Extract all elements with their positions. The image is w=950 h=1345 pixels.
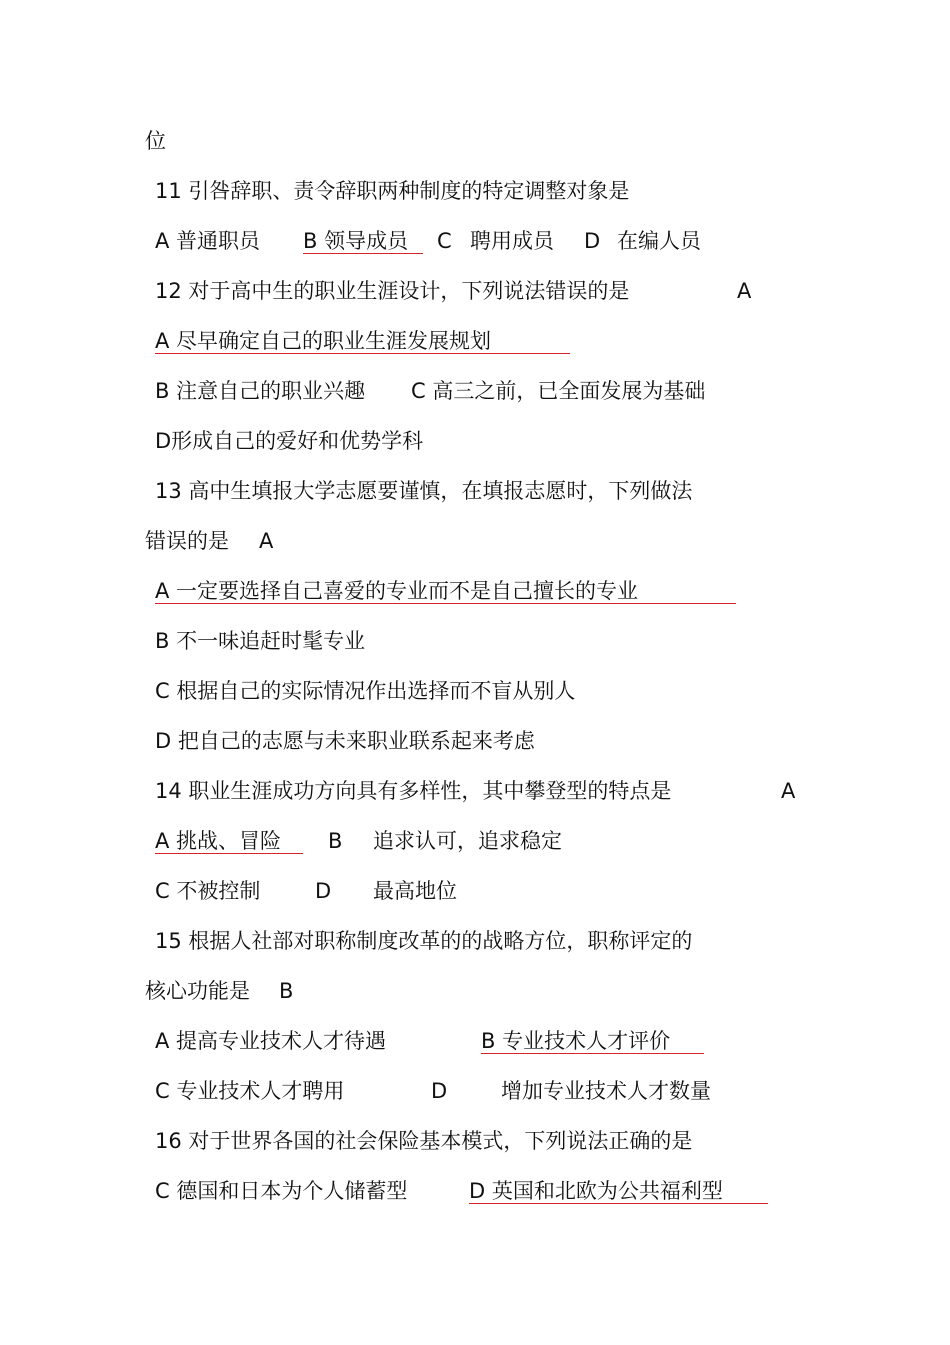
- option-d: 增加专业技术人才数量: [501, 1079, 711, 1103]
- question-16: 16 对于世界各国的社会保险基本模式，下列说法正确的是: [155, 1129, 693, 1153]
- option-d-letter: D: [315, 879, 332, 903]
- option-b: B 不一味追赶时髦专业: [155, 629, 366, 653]
- option-d: D形成自己的爱好和优势学科: [155, 429, 424, 453]
- option-c: C 根据自己的实际情况作出选择而不盲从别人: [155, 679, 576, 703]
- option-b: B 注意自己的职业兴趣: [155, 379, 366, 403]
- question-13: 13 高中生填报大学志愿要谨慎，在填报志愿时，下列做法: [155, 479, 693, 503]
- answer-letter: B: [279, 979, 294, 1003]
- option-d: D 把自己的志愿与未来职业联系起来考虑: [155, 729, 535, 753]
- option-d: 最高地位: [373, 879, 457, 903]
- answer-underline: [481, 1053, 704, 1054]
- option-a-answer: A 一定要选择自己喜爱的专业而不是自己擅长的专业: [155, 579, 639, 603]
- question-13-cont: 错误的是: [145, 529, 229, 553]
- option-c: 聘用成员: [470, 229, 554, 253]
- answer-underline: [155, 603, 736, 604]
- option-d-letter: D: [431, 1079, 448, 1103]
- answer-letter: A: [781, 779, 796, 803]
- option-a: A 普通职员: [155, 229, 261, 253]
- text-line: 位: [145, 129, 166, 153]
- question-12: 12 对于高中生的职业生涯设计，下列说法错误的是: [155, 279, 630, 303]
- option-b-answer: B 专业技术人才评价: [481, 1029, 671, 1053]
- option-c: C 专业技术人才聘用: [155, 1079, 345, 1103]
- answer-underline: [155, 853, 303, 854]
- option-a-answer: A 挑战、冒险: [155, 829, 282, 853]
- option-a: A 提高专业技术人才待遇: [155, 1029, 387, 1053]
- option-d-letter: D: [584, 229, 601, 253]
- option-d: 在编人员: [617, 229, 701, 253]
- question-14: 14 职业生涯成功方向具有多样性，其中攀登型的特点是: [155, 779, 672, 803]
- option-b-letter: B: [328, 829, 343, 853]
- question-11: 11 引咎辞职、责令辞职两种制度的特定调整对象是: [155, 179, 630, 203]
- option-a-answer: A 尽早确定自己的职业生涯发展规划: [155, 329, 492, 353]
- answer-letter: A: [737, 279, 752, 303]
- answer-letter: A: [259, 529, 274, 553]
- option-b: 追求认可，追求稳定: [373, 829, 562, 853]
- option-c: C 高三之前，已全面发展为基础: [411, 379, 706, 403]
- question-15-cont: 核心功能是: [145, 979, 250, 1003]
- answer-underline: [469, 1203, 768, 1204]
- answer-underline: [155, 353, 570, 354]
- option-c-letter: C: [437, 229, 452, 253]
- answer-underline: [303, 253, 423, 254]
- option-c: C 德国和日本为个人储蓄型: [155, 1179, 408, 1203]
- option-b-answer: B 领导成员: [303, 229, 409, 253]
- option-d-answer: D 英国和北欧为公共福利型: [469, 1179, 723, 1203]
- option-c: C 不被控制: [155, 879, 261, 903]
- question-15: 15 根据人社部对职称制度改革的的战略方位，职称评定的: [155, 929, 693, 953]
